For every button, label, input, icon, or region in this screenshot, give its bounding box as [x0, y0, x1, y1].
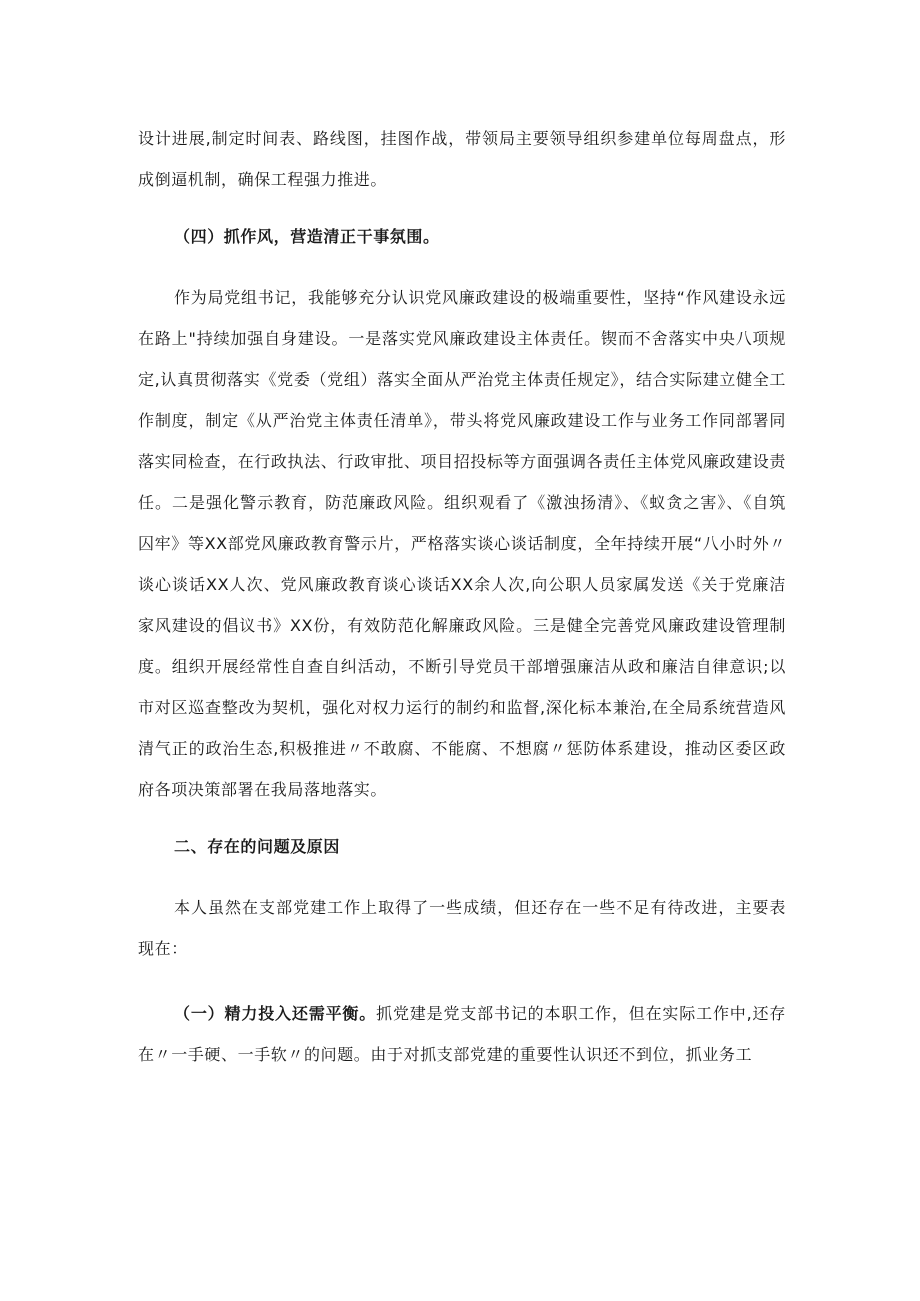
spacer [138, 969, 786, 993]
spacer [138, 810, 786, 826]
document-page [138, 118, 786, 1075]
paragraph-anti-corruption: 作为局党组书记，我能够充分认识党风廉政建设的极端重要性，坚持“作风建设永远在路上"持续加强自身建设。一是落实党风廉政建设主体责任。锲而不舍落实中央八项规定,认真贯彻落实《党委（党组）落实全面从严治党主体责任规定》，结合实际建立健全工作制度，制定《从严治党主体责任清单》，带头将党风廉政建设工作与业务工作同部署同落实同检查，在行政执法、行政审批、项目招投标等方面强调各责任主体党风廉政建设责任。二是强化警示教育，防范廉政风险。组织观看了《激浊扬清》、《蚁贪之害》、《自筑囚牢》等XX部党风廉政教育警示片，严格落实谈心谈话制度，全年持续开展“八小时外〃谈心谈话XX人次、党风廉政教育谈心谈话XX余人次,向公职人员家属发送《关于党廉洁家风建设的倡议书》XX份，有效防范化解廉政风险。三是健全完善党风廉政建设管理制度。组织开展经常性自查自纠活动，不断引导党员干部增强廉洁从政和廉洁自律意识;以市对区巡查整改为契机，强化对权力运行的制约和监督,深化标本兼治,在全局系统营造风清气正的政治生态,积极推进〃不敢腐、不能腐、不想腐〃惩防体系建设，推动区委区政府各项决策部署在我局落地落实。 [138, 288, 786, 799]
spacer [138, 200, 786, 216]
paragraph-lead-heading: （一）精力投入还需平衡。 [174, 1004, 377, 1023]
spacer [138, 257, 786, 277]
section-heading-style: （四）抓作风，营造清正干事氛围。 [174, 227, 440, 246]
paragraph-project-progress: 设计进展,制定时间表、路线图，挂图作战，带领局主要领导组织参建单位每周盘点，形成倒逼机制，确保工程强力推进。 [138, 129, 786, 189]
paragraph-problems-intro: 本人虽然在支部党建工作上取得了一些成绩，但还存在一些不足有待改进，主要表现在： [138, 898, 786, 958]
part-heading-problems: 二、存在的问题及原因 [174, 837, 341, 856]
paragraph-energy-balance [138, 993, 786, 1075]
paragraph-body-text: 抓党建是党支部书记的本职工作，但在实际工作中,还存在〃一手硬、一手软〃的问题。由于对抓支部党建的重要性认识还不到位，抓业务工 [138, 1004, 786, 1064]
spacer [138, 867, 786, 887]
